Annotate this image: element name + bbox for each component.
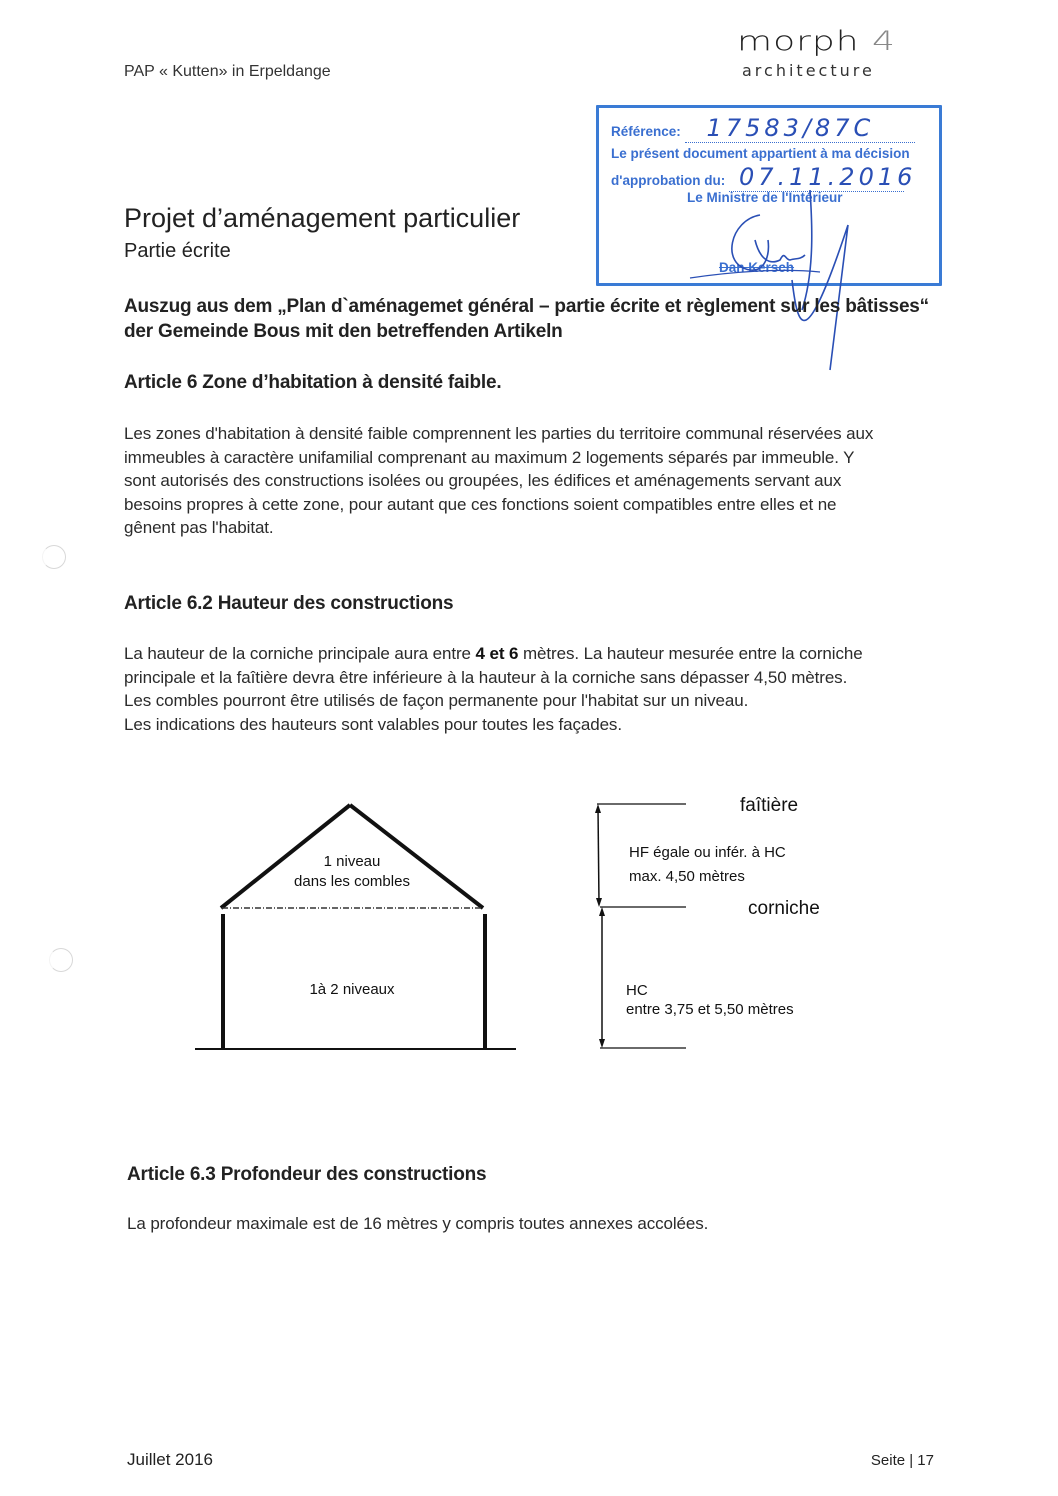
article-6-2-line: principale et la faîtière devra être inférieure à la hauteur à la corniche sans dépasser 4,50 mètres. — [124, 667, 848, 687]
stamp-reference-row — [611, 114, 915, 143]
article-6-heading: Article 6 Zone d’habitation à densité faible. — [124, 372, 502, 393]
article-6-3-text: La profondeur maximale est de 16 mètres y compris toutes annexes accolées. — [127, 1214, 709, 1233]
article-6-line: besoins propres à cette zone, pour autant que ces fonctions soient compatibles entre elles et ne — [124, 494, 837, 514]
height-dimensions — [595, 795, 820, 1048]
logo-mark — [737, 25, 937, 57]
article-6-line: sont autorisés des constructions isolées ou groupées, les édifices et aménagements servant aux — [124, 471, 842, 490]
text-run: La hauteur de la corniche principale aura entre — [124, 644, 476, 663]
logo-subtitle: architecture — [742, 61, 875, 80]
faitiere-label: faîtière — [740, 795, 799, 816]
hf-label-line1: HF égale ou infér. à HC — [629, 844, 786, 861]
morph4-logo — [737, 25, 937, 83]
signature — [580, 160, 880, 380]
article-6-text — [124, 422, 1024, 540]
punch-hole — [49, 948, 73, 972]
article-6-2-line: Les combles pourront être utilisés de façon permanente pour l'habitat sur un niveau. — [124, 691, 749, 710]
article-6-2-heading: Article 6.2 Hauteur des constructions — [124, 593, 454, 614]
page-number: Seite | 17 — [870, 1452, 934, 1469]
height-diagram — [0, 770, 1058, 1080]
roof-label-line1: 1 niveau — [323, 853, 381, 870]
article-6-line: immeubles à caractère unifamilial comprenant au maximum 2 logements séparés par immeuble. Y — [124, 447, 855, 467]
logo-wordmark: morph — [737, 25, 860, 57]
signature-stroke — [690, 270, 820, 278]
article-6-2-line — [124, 642, 1024, 666]
stamp-minister: Le Ministre de l'Intérieur — [687, 190, 843, 205]
stamp-reference-value: 17583/87C — [706, 114, 875, 142]
hc-label-line2: entre 3,75 et 5,50 mètres — [626, 1001, 794, 1018]
article-6-line: Les zones d'habitation à densité faible comprennent les parties du territoire communal réservées aux — [124, 424, 874, 443]
project-header: PAP « Kutten» in Erpeldange — [124, 63, 331, 80]
stamp-approval-label: d'approbation du: — [611, 173, 726, 188]
text-run: mètres. La hauteur mesurée entre la corniche — [518, 644, 863, 663]
stamp-approval-date: 07.11.2016 — [738, 163, 917, 191]
arrow-up-icon — [595, 804, 601, 813]
extract-heading-line2: der Gemeinde Bous mit den betreffenden Artikeln — [124, 321, 563, 342]
article-6-3-heading: Article 6.3 Profondeur des constructions — [127, 1164, 487, 1185]
roof-label-line2: dans les combles — [294, 873, 410, 890]
hc-label-line1: HC — [626, 982, 648, 999]
document-subtitle: Partie écrite — [124, 240, 231, 262]
stamp-reference-field — [685, 114, 915, 143]
extract-heading — [124, 294, 1024, 344]
article-6-2-text — [124, 642, 1024, 736]
house-section — [195, 805, 516, 1049]
arrow-up-icon — [599, 907, 605, 916]
stamp-reference-label: Référence: — [611, 124, 681, 139]
stamp-signatory: Dan Kersch — [719, 260, 795, 275]
signature-stroke — [802, 190, 812, 310]
extract-heading-line1: Auszug aus dem „Plan d`aménagemet général – partie écrite et règlement sur les bâtisses“ — [124, 296, 929, 317]
stamp-line1: Le présent document appartient à ma décision — [611, 146, 910, 161]
hf-arrow-shaft — [598, 808, 599, 903]
punch-hole — [42, 545, 66, 569]
height-range-bold: 4 et 6 — [475, 644, 519, 663]
logo-number: 4 — [872, 25, 896, 57]
article-6-line: gênent pas l'habitat. — [124, 518, 274, 537]
corniche-label: corniche — [748, 898, 820, 919]
arrow-down-icon — [599, 1039, 605, 1048]
arrow-down-icon — [596, 898, 602, 907]
document-title: Projet d’aménagement particulier — [124, 203, 521, 233]
signature-stroke — [732, 215, 805, 270]
body-label: 1à 2 niveaux — [309, 981, 395, 998]
hf-label-line2: max. 4,50 mètres — [629, 868, 745, 885]
footer-date: Juillet 2016 — [127, 1450, 214, 1469]
article-6-2-line: Les indications des hauteurs sont valables pour toutes les façades. — [124, 714, 622, 734]
